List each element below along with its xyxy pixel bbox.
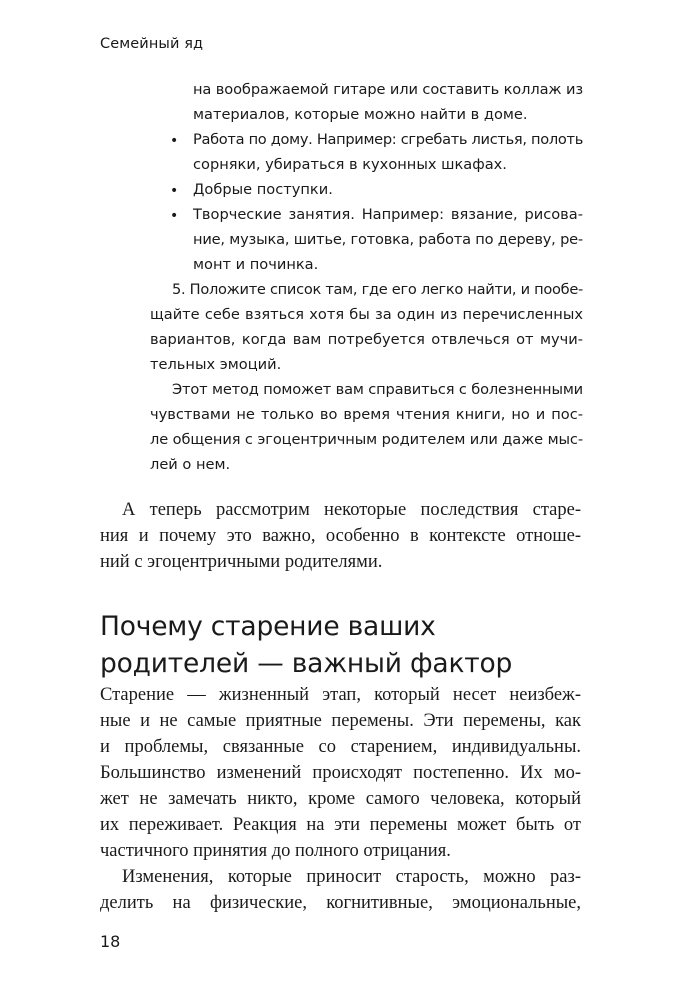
aside-line: материалов, которые можно найти в доме. bbox=[193, 106, 528, 123]
bullet-marker: • bbox=[170, 208, 179, 224]
aside-line: Этот метод поможет вам справиться с болезненными bbox=[172, 381, 583, 398]
aside-line: сорняки, убираться в кухонных шкафах. bbox=[193, 156, 507, 173]
aside-line: на воображаемой гитаре или составить коллаж из bbox=[193, 81, 583, 98]
body-line: А теперь рассмотрим некоторые последствия старе- bbox=[122, 500, 581, 520]
body-line: Изменения, которые приносит старость, можно раз- bbox=[122, 867, 581, 887]
body-line: Большинство изменений происходят постепенно. Их мо- bbox=[100, 763, 581, 783]
aside-line: лей о нем. bbox=[150, 456, 231, 473]
page-number: 18 bbox=[100, 932, 121, 951]
aside-line: ле общения с эгоцентричным родителем или даже мыс- bbox=[150, 431, 583, 448]
section-heading bbox=[100, 609, 512, 682]
aside-line: щайте себе взяться хотя бы за один из перечисленных bbox=[150, 306, 583, 323]
aside-line: монт и починка. bbox=[193, 256, 319, 273]
aside-line: 5. Положите список там, где его легко найти, и пообе- bbox=[172, 281, 583, 298]
running-head: Семейный яд bbox=[100, 36, 204, 52]
body-line: делить на физические, когнитивные, эмоциональные, bbox=[100, 893, 581, 913]
aside-line: Творческие занятия. Например: вязание, рисова- bbox=[193, 206, 583, 223]
body-line: ния и почему это важно, особенно в контексте отноше- bbox=[100, 526, 581, 546]
aside-line: вариантов, когда вам потребуется отвлечься от мучи- bbox=[150, 331, 583, 348]
body-line: Старение — жизненный этап, который несет неизбеж- bbox=[100, 685, 581, 705]
aside-line: чувствами не только во время чтения книги, но и пос- bbox=[150, 406, 583, 423]
heading-line: родителей — важный фактор bbox=[100, 647, 513, 679]
bullet-marker: • bbox=[170, 183, 179, 199]
body-line: частичного принятия до полного отрицания. bbox=[100, 841, 451, 861]
aside-line: ние, музыка, шитье, готовка, работа по дереву, ре- bbox=[193, 231, 583, 248]
aside-line: Добрые поступки. bbox=[193, 181, 333, 198]
bullet-marker: • bbox=[170, 133, 179, 149]
body-line: ний с эгоцентричными родителями. bbox=[100, 552, 383, 572]
body-line: ные и не самые приятные перемены. Эти перемены, как bbox=[100, 711, 581, 731]
body-line: жет не замечать никто, кроме самого человека, который bbox=[100, 789, 581, 809]
heading-line: Почему старение ваших bbox=[100, 611, 436, 642]
body-line: их переживает. Реакция на эти перемены может быть от bbox=[100, 815, 581, 835]
body-line: и проблемы, связанные со старением, индивидуальны. bbox=[100, 737, 581, 757]
aside-line: Работа по дому. Например: сгребать листья, полоть bbox=[193, 131, 583, 148]
aside-line: тельных эмоций. bbox=[150, 356, 282, 373]
